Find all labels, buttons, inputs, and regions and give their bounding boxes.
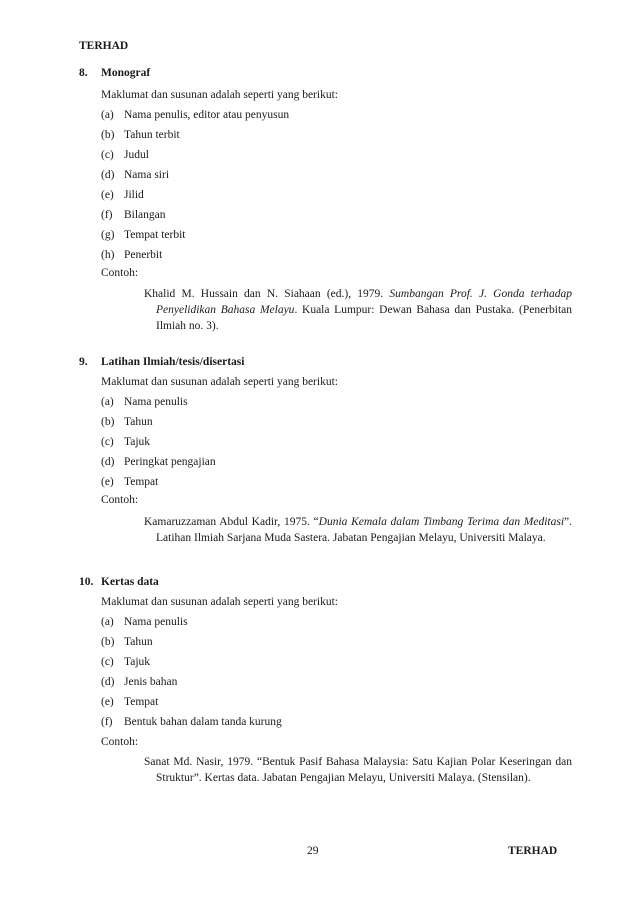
reference-entry (144, 286, 572, 334)
list-item-letter: (d) (101, 456, 115, 468)
list-item-text: Bentuk bahan dalam tanda kurung (124, 716, 282, 728)
reference-title: Dunia Kemala dalam Timbang Terima dan Meditasi (318, 516, 565, 528)
list-item-text: Jenis bahan (124, 676, 178, 688)
section-number: 9. (79, 356, 88, 368)
reference-text: Kamaruzzaman Abdul Kadir, 1975. “ (144, 516, 319, 528)
list-item-text: Judul (124, 149, 149, 161)
section-title: Kertas data (101, 576, 159, 588)
list-item-letter: (e) (101, 189, 114, 201)
list-item-letter: (a) (101, 616, 114, 628)
reference-title: Sumbangan Prof. J. Gonda terhadap Penyelidikan Bahasa Melayu (156, 288, 572, 316)
list-item-letter: (c) (101, 149, 114, 161)
reference-text: Khalid M. Hussain dan N. Siahaan (ed.), 1979. (144, 288, 390, 300)
list-item-letter: (c) (101, 436, 114, 448)
reference-entry (144, 754, 572, 786)
section-number: 8. (79, 67, 88, 79)
reference-text: . Kuala Lumpur: Dewan Bahasa dan Pustaka. (Penerbitan Ilmiah no. 3). (156, 304, 573, 332)
reference-text: ”. Latihan Ilmiah Sarjana Muda Sastera. Jabatan Pengajian Melayu, Universiti Malaya. (156, 516, 573, 544)
list-item-text: Penerbit (124, 249, 163, 261)
list-item-text: Nama penulis (124, 616, 188, 628)
list-item-letter: (h) (101, 249, 115, 261)
section-number: 10. (79, 576, 94, 588)
list-item-letter: (d) (101, 169, 115, 181)
list-item-letter: (b) (101, 129, 115, 141)
list-item-letter: (e) (101, 696, 114, 708)
list-item-letter: (a) (101, 109, 114, 121)
section-title: Latihan Ilmiah/tesis/disertasi (101, 356, 245, 368)
reference-entry (144, 514, 572, 546)
list-item-text: Tahun (124, 416, 153, 428)
footer-classification: TERHAD (508, 845, 558, 857)
page-number: 29 (307, 845, 319, 857)
reference-text: Sanat Md. Nasir, 1979. “Bentuk Pasif Bahasa Malaysia: Satu Kajian Polar Keseringan dan Struktur”. Kertas data. Jabatan Pengajian Melayu, Universiti Malaya. (Stensilan). (144, 756, 572, 784)
example-label: Contoh: (101, 267, 139, 279)
list-item-text: Nama siri (124, 169, 170, 181)
section-title: Monograf (101, 67, 151, 79)
list-item-text: Tajuk (124, 656, 151, 668)
example-label: Contoh: (101, 736, 139, 748)
example-label: Contoh: (101, 494, 139, 506)
list-item-letter: (c) (101, 656, 114, 668)
list-item-letter: (b) (101, 416, 115, 428)
list-item-letter: (f) (101, 716, 113, 728)
header-classification: TERHAD (79, 40, 129, 52)
list-item-text: Tajuk (124, 436, 151, 448)
list-item-text: Tempat terbit (124, 229, 186, 241)
list-item-letter: (d) (101, 676, 115, 688)
list-item-text: Tahun (124, 636, 153, 648)
list-item-text: Nama penulis (124, 396, 188, 408)
list-item-text: Nama penulis, editor atau penyusun (124, 109, 290, 121)
list-item-text: Jilid (124, 189, 144, 201)
list-item-text: Peringkat pengajian (124, 456, 216, 468)
list-item-text: Tahun terbit (124, 129, 180, 141)
list-item-letter: (b) (101, 636, 115, 648)
list-item-letter: (g) (101, 229, 115, 241)
list-item-letter: (f) (101, 209, 113, 221)
list-item-text: Tempat (124, 476, 159, 488)
list-item-text: Tempat (124, 696, 159, 708)
list-item-text: Bilangan (124, 209, 166, 221)
section-intro: Maklumat dan susunan adalah seperti yang berikut: (101, 89, 338, 101)
list-item-letter: (e) (101, 476, 114, 488)
section-intro: Maklumat dan susunan adalah seperti yang berikut: (101, 376, 338, 388)
section-intro: Maklumat dan susunan adalah seperti yang berikut: (101, 596, 338, 608)
list-item-letter: (a) (101, 396, 114, 408)
